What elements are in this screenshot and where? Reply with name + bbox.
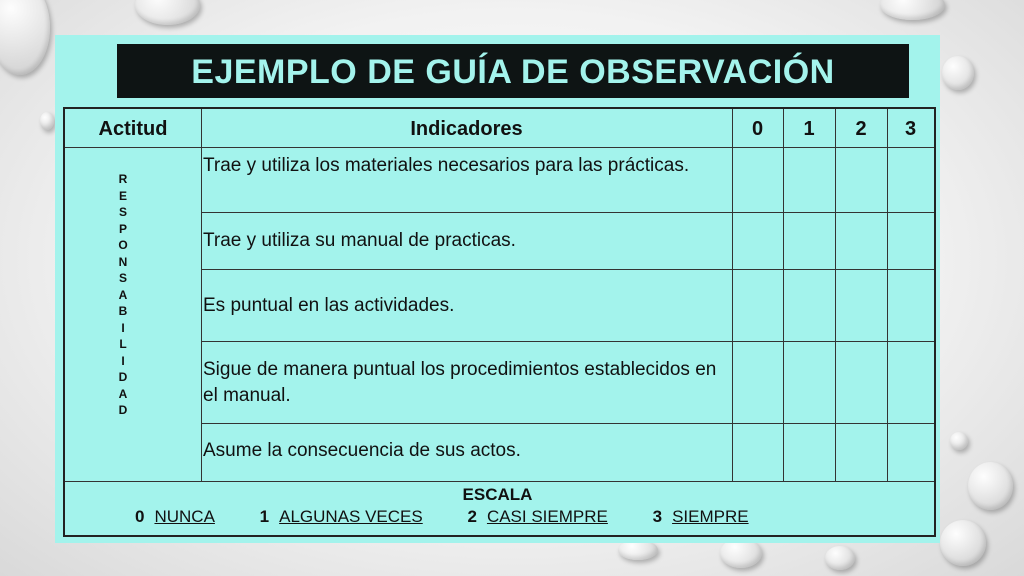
actitud-letter: S: [118, 205, 127, 219]
header-score-3: 3: [904, 118, 917, 140]
row-divider: [65, 147, 934, 148]
indicador-row-2: Trae y utiliza su manual de practicas.: [203, 230, 516, 251]
escala-number: 0: [135, 507, 145, 526]
water-drop-decoration: [618, 540, 658, 560]
row-divider: [201, 212, 934, 213]
actitud-letter: I: [121, 320, 125, 335]
row-divider: [201, 341, 934, 342]
actitud-letter: S: [118, 271, 127, 285]
column-divider: [201, 109, 202, 481]
escala-label: CASI SIEMPRE: [486, 507, 608, 526]
indicador-row-5: Asume la consecuencia de sus actos.: [203, 440, 521, 461]
escala-title: ESCALA: [462, 485, 533, 504]
water-drop-decoration: [950, 432, 968, 450]
water-drop-decoration: [0, 0, 50, 75]
water-drop-decoration: [880, 0, 945, 20]
escala-number: 3: [652, 507, 663, 526]
actitud-letter: R: [118, 172, 128, 186]
header-score-1: 1: [803, 118, 815, 140]
actitud-letter: A: [118, 287, 128, 302]
water-drop-decoration: [825, 546, 855, 570]
actitud-letter: P: [118, 221, 127, 236]
water-drop-decoration: [135, 0, 200, 25]
header-actitud: Actitud: [98, 118, 168, 140]
water-drop-decoration: [40, 112, 54, 130]
header-score-0: 0: [751, 118, 764, 140]
actitud-letter: N: [118, 254, 128, 269]
title-bar: [117, 44, 909, 98]
water-drop-decoration: [940, 520, 986, 566]
header-indicadores: Indicadores: [410, 118, 523, 140]
actitud-letter: D: [118, 370, 128, 384]
escala-item: [467, 507, 607, 527]
column-divider: [732, 109, 733, 481]
escala-number: 2: [467, 507, 477, 526]
actitud-letter: L: [119, 337, 127, 351]
actitud-letter: D: [118, 403, 128, 417]
row-divider: [201, 269, 934, 270]
header-score-2: 2: [855, 118, 867, 140]
actitud-letter: I: [121, 353, 125, 368]
row-divider: [65, 481, 934, 482]
water-drop-decoration: [942, 56, 974, 90]
indicador-row-4: Sigue de manera puntual los procedimientos establecidos en el manual.: [203, 359, 717, 406]
column-divider: [835, 109, 836, 481]
escala-item: [653, 507, 749, 527]
water-drop-decoration: [968, 462, 1013, 510]
actitud-letter: B: [118, 304, 128, 318]
escala-number: 1: [259, 507, 270, 526]
actitud-vertical-label: [113, 171, 133, 419]
indicador-row-3: Es puntual en las actividades.: [203, 295, 455, 316]
escala-label: ALGUNAS VECES: [279, 507, 423, 526]
column-divider: [887, 109, 888, 481]
escala-item: [260, 507, 423, 527]
actitud-letter: O: [118, 238, 128, 252]
page-title: EJEMPLO DE GUÍA DE OBSERVACIÓN: [191, 53, 835, 91]
escala-item: [135, 507, 215, 527]
column-divider: [783, 109, 784, 481]
observation-guide-card: [55, 35, 940, 543]
row-divider: [201, 423, 934, 424]
escala-legend: [135, 507, 789, 527]
indicador-row-1: Trae y utiliza los materiales necesarios para las prácticas.: [203, 155, 690, 176]
escala-label: SIEMPRE: [672, 507, 749, 526]
actitud-letter: E: [118, 188, 127, 203]
escala-label: NUNCA: [154, 507, 215, 526]
actitud-letter: A: [118, 386, 128, 401]
